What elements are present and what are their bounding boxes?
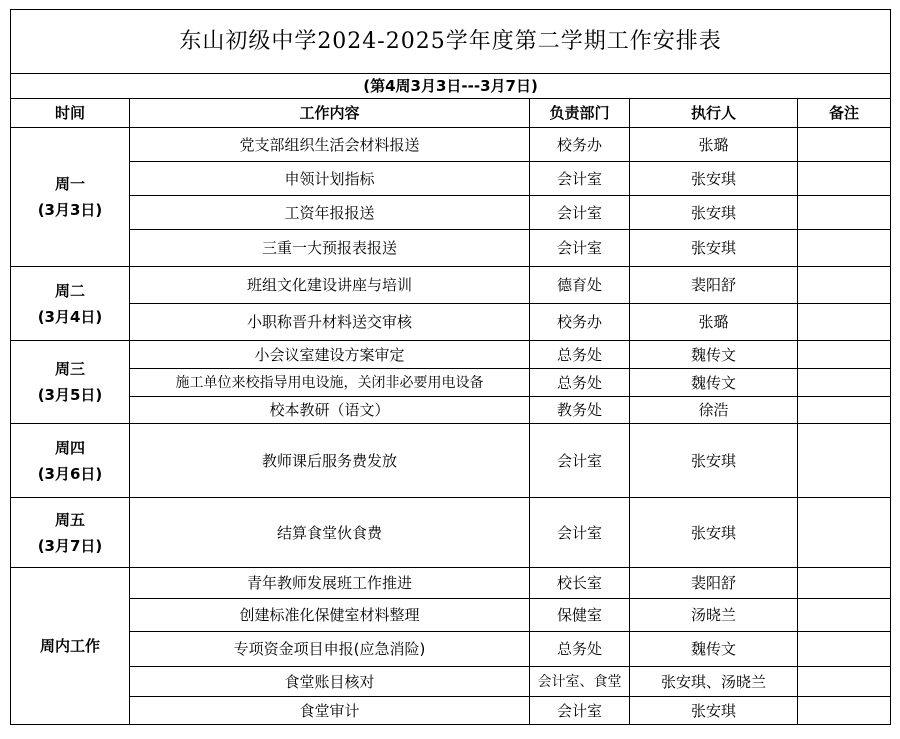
- table-row: [11, 304, 891, 341]
- table-row: [11, 599, 891, 632]
- header-note: 备注: [798, 99, 891, 128]
- person: 张璐: [630, 304, 798, 341]
- work-content: 小职称晋升材料送交审核: [130, 304, 530, 341]
- note: [798, 498, 891, 568]
- dept: 校务办: [530, 304, 630, 341]
- table-row: [11, 341, 891, 369]
- person: 汤晓兰: [630, 599, 798, 632]
- person: 裴阳舒: [630, 568, 798, 599]
- table-title: 东山初级中学2024-2025学年度第二学期工作安排表: [11, 10, 891, 74]
- day-date: (3月7日): [37, 536, 103, 555]
- header-dept: 负责部门: [530, 99, 630, 128]
- day-date: (3月3日): [37, 201, 103, 219]
- dept: 校务办: [530, 128, 630, 162]
- work-content: 申领计划指标: [130, 162, 530, 196]
- dept: 教务处: [530, 397, 630, 424]
- table-row: [11, 196, 891, 230]
- note: [798, 341, 891, 369]
- note: [798, 304, 891, 341]
- note: [798, 267, 891, 304]
- person: 张安琪: [630, 196, 798, 230]
- dept: 会计室: [530, 424, 630, 498]
- table-row: [11, 632, 891, 667]
- day-label: 周五: [54, 510, 85, 529]
- table-row: [11, 697, 891, 725]
- schedule-table: [10, 9, 891, 725]
- table-row: [11, 568, 891, 599]
- work-content: 食堂审计: [130, 697, 530, 725]
- dept: 会计室: [530, 697, 630, 725]
- day-date: (3月6日): [37, 464, 103, 483]
- table-row: [11, 162, 891, 196]
- dept: 会计室、食堂: [530, 667, 630, 697]
- day-label: 周二: [54, 281, 85, 300]
- note: [798, 369, 891, 397]
- work-content: 小会议室建设方案审定: [130, 341, 530, 369]
- table-subtitle: (第4周3月3日---3月7日): [11, 74, 891, 99]
- person: 魏传文: [630, 341, 798, 369]
- table-row: [11, 267, 891, 304]
- work-content: 结算食堂伙食费: [130, 498, 530, 568]
- note: [798, 397, 891, 424]
- table-row: [11, 424, 891, 498]
- day-cell-tuesday: [11, 267, 130, 341]
- table-row: [11, 128, 891, 162]
- person: 张璐: [630, 128, 798, 162]
- dept: 会计室: [530, 498, 630, 568]
- note: [798, 599, 891, 632]
- day-date: (3月5日): [37, 386, 103, 404]
- table-row: [11, 397, 891, 424]
- work-content: 三重一大预报表报送: [130, 230, 530, 267]
- dept: 会计室: [530, 162, 630, 196]
- person: 魏传文: [630, 632, 798, 667]
- table-row: [11, 230, 891, 267]
- day-cell-friday: [11, 498, 130, 568]
- person: 魏传文: [630, 369, 798, 397]
- day-cell-monday: [11, 128, 130, 267]
- person: 张安琪: [630, 230, 798, 267]
- work-content: 班组文化建设讲座与培训: [130, 267, 530, 304]
- day-cell-thursday: [11, 424, 130, 498]
- note: [798, 697, 891, 725]
- note: [798, 424, 891, 498]
- dept: 总务处: [530, 369, 630, 397]
- dept: 会计室: [530, 230, 630, 267]
- work-content: 食堂账目核对: [130, 667, 530, 697]
- table-row: [11, 667, 891, 697]
- table-row: [11, 369, 891, 397]
- person: 张安琪: [630, 424, 798, 498]
- note: [798, 128, 891, 162]
- work-content: 施工单位来校指导用电设施，关闭非必要用电设备: [130, 369, 530, 397]
- note: [798, 568, 891, 599]
- note: [798, 196, 891, 230]
- person: 张安琪: [630, 498, 798, 568]
- work-content: 工资年报报送: [130, 196, 530, 230]
- day-label: 周四: [54, 438, 85, 457]
- note: [798, 230, 891, 267]
- work-content: 党支部组织生活会材料报送: [130, 128, 530, 162]
- work-content: 青年教师发展班工作推进: [130, 568, 530, 599]
- person: 裴阳舒: [630, 267, 798, 304]
- person: 张安琪: [630, 697, 798, 725]
- note: [798, 162, 891, 196]
- day-label: 周一: [54, 175, 85, 193]
- person: 张安琪: [630, 162, 798, 196]
- dept: 会计室: [530, 196, 630, 230]
- work-content: 专项资金项目申报(应急消险): [130, 632, 530, 667]
- header-content: 工作内容: [130, 99, 530, 128]
- person: 张安琪、汤晓兰: [630, 667, 798, 697]
- note: [798, 632, 891, 667]
- work-content: 创建标准化保健室材料整理: [130, 599, 530, 632]
- day-label: 周内工作: [39, 637, 100, 655]
- day-date: (3月4日): [37, 307, 103, 326]
- dept: 总务处: [530, 632, 630, 667]
- day-cell-wednesday: [11, 341, 130, 424]
- dept: 总务处: [530, 341, 630, 369]
- dept: 保健室: [530, 599, 630, 632]
- work-content: 教师课后服务费发放: [130, 424, 530, 498]
- header-person: 执行人: [630, 99, 798, 128]
- dept: 校长室: [530, 568, 630, 599]
- schedule-sheet: [10, 9, 890, 725]
- note: [798, 667, 891, 697]
- work-content: 校本教研（语文）: [130, 397, 530, 424]
- day-label: 周三: [54, 360, 85, 378]
- person: 徐浩: [630, 397, 798, 424]
- dept: 德育处: [530, 267, 630, 304]
- header-time: 时间: [11, 99, 130, 128]
- table-row: [11, 498, 891, 568]
- day-cell-weekly: [11, 568, 130, 725]
